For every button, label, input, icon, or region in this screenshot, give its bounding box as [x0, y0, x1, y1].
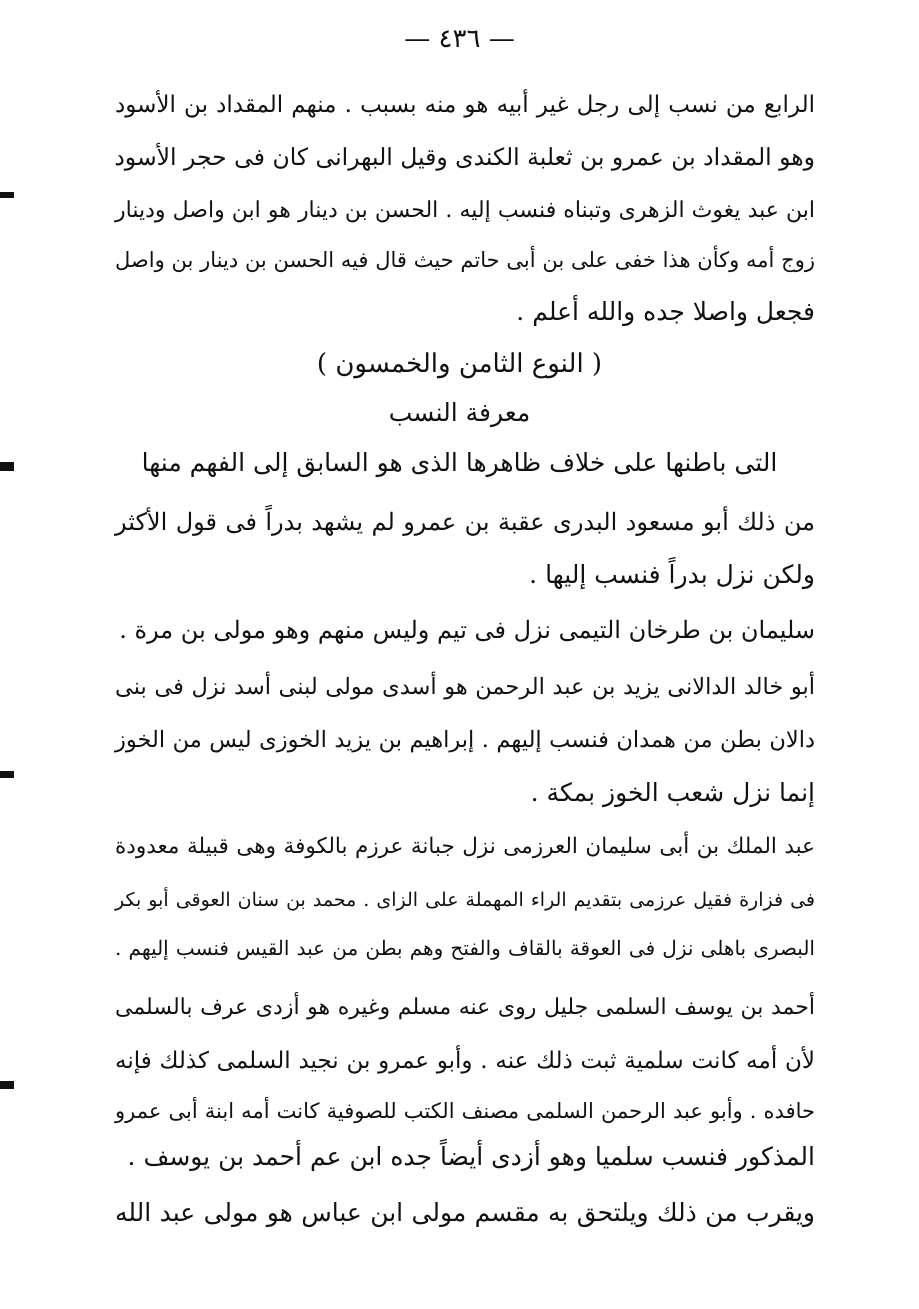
text-line: أحمد بن يوسف السلمى جليل روى عنه مسلم وغيره هو أزدى عرف بالسلمى: [115, 995, 815, 1020]
text-line: وهو المقداد بن عمرو بن ثعلبة الكندى وقيل البهرانى كان فى حجر الأسود: [114, 143, 815, 171]
text-line: ولكن نزل بدراً فنسب إليها .: [529, 560, 815, 589]
text-line: أبو خالد الدالانى يزيد بن عبد الرحمن هو أسدى مولى لبنى أسد نزل فى بنى: [115, 674, 815, 700]
text-line: التى باطنها على خلاف ظاهرها الذى هو السابق إلى الفهم منها: [141, 448, 778, 477]
text-line: البصرى باهلى نزل فى العوقة بالقاف والفتح وهم بطن من عبد القيس فنسب إليهم .: [115, 936, 815, 960]
margin-mark: [0, 1081, 14, 1089]
text-line: فى فزارة فقيل عرزمى بتقديم الراء المهملة على الزاى . محمد بن سنان العوقى أبو بكر: [115, 889, 815, 911]
text-line: فجعل واصلا جده والله أعلم .: [516, 297, 815, 326]
section-heading: ( النوع الثامن والخمسون ): [316, 349, 603, 379]
text-line: لأن أمه كانت سلمية ثبت ذلك عنه . وأبو عمرو بن نجيد السلمى كذلك فإنه: [115, 1048, 815, 1074]
margin-mark: [0, 192, 14, 198]
text-line: ابن عبد يغوث الزهرى وتبناه فنسب إليه . الحسن بن دينار هو ابن واصل ودينار: [115, 198, 815, 223]
text-line: إنما نزل شعب الخوز بمكة .: [530, 778, 815, 807]
margin-mark: [0, 771, 14, 778]
text-line: سليمان بن طرخان التيمى نزل فى تيم وليس منهم وهو مولى بن مرة .: [119, 616, 815, 644]
text-line: حافده . وأبو عبد الرحمن السلمى مصنف الكتب للصوفية كانت أمه ابنة أبى عمرو: [115, 1099, 815, 1123]
text-line: دالان بطن من همدان فنسب إليهم . إبراهيم بن يزيد الخوزى ليس من الخوز: [115, 727, 815, 753]
text-line: من ذلك أبو مسعود البدرى عقبة بن عمرو لم يشهد بدراً فى قول الأكثر: [115, 508, 815, 536]
page-number: — ٤٣٦ —: [404, 24, 515, 54]
text-line: المذكور فنسب سلميا وهو أزدى أيضاً جده ابن عم أحمد بن يوسف .: [127, 1142, 815, 1171]
text-line: زوج أمه وكأن هذا خفى على بن أبى حاتم حيث قال فيه الحسن بن دينار بن واصل: [115, 248, 815, 272]
text-line: ويقرب من ذلك ويلتحق به مقسم مولى ابن عباس هو مولى عبد الله: [115, 1198, 815, 1227]
text-line: عبد الملك بن أبى سليمان العرزمى نزل جبانة عرزم بالكوفة وهى قبيلة معدودة: [115, 834, 815, 859]
text-line: الرابع من نسب إلى رجل غير أبيه هو منه بسبب . منهم المقداد بن الأسود: [115, 92, 815, 118]
section-subheading: معرفة النسب: [388, 398, 531, 427]
